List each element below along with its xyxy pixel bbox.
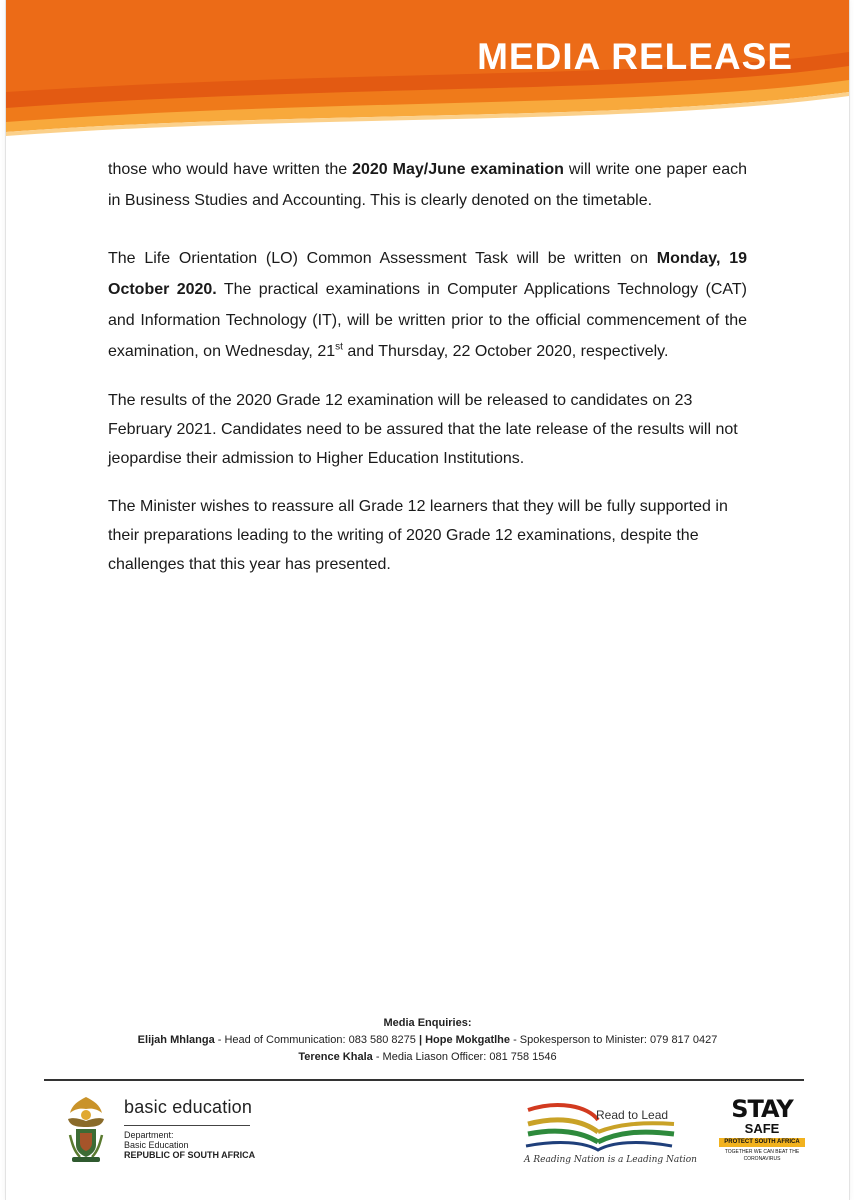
coat-of-arms-icon	[64, 1095, 108, 1163]
contact-role: - Spokesperson to Minister: 079 817 0427	[510, 1034, 718, 1046]
paragraph-minister-message: The Minister wishes to reassure all Grade 12 learners that they will be fully supported in their preparations leading to the writing of 2020 Grade 12 examinations, despite the challenges that this year has presented.	[108, 498, 728, 573]
dbe-subtitle-line: Basic Education	[124, 1140, 189, 1150]
contact-line-2	[6, 1049, 849, 1066]
stay-safe-slogan: TOGETHER WE CAN BEAT THE CORONAVIRUS	[724, 1149, 800, 1162]
dbe-subtitle-line: REPUBLIC OF SOUTH AFRICA	[124, 1150, 256, 1160]
read-to-lead-logo	[518, 1098, 697, 1170]
dbe-underline	[124, 1125, 250, 1126]
contact-name: Terence Khala	[298, 1051, 373, 1063]
stay-safe-logo	[712, 1096, 812, 1170]
footer-divider	[44, 1079, 804, 1081]
media-enquiries	[6, 1015, 849, 1066]
paragraph-text: The practical examinations in Computer Applications Technology (CAT) and Information Technology (IT), will be written prior to the official commencement of the examination, on Wednesday, 21	[108, 281, 747, 360]
paragraph-text: and Thursday, 22 October 2020, respectively.	[342, 343, 669, 360]
contact-role: - Media Liason Officer: 081 758 1546	[372, 1051, 557, 1063]
enquiries-title: Media Enquiries:	[383, 1017, 472, 1029]
paragraph-lo-task	[108, 243, 747, 367]
media-release-title: MEDIA RELEASE	[477, 36, 793, 77]
separator: |	[418, 1034, 423, 1046]
ordinal-superscript: st	[335, 341, 343, 353]
bold-text: 2020 May/June examination	[352, 161, 564, 178]
paragraph-text: will write one paper each in Business Studies and Accounting. This is clearly denoted on the timetable.	[108, 161, 748, 209]
safe-text: SAFE	[744, 1121, 780, 1136]
release-body	[108, 154, 747, 598]
paragraph-text: The Life Orientation (LO) Common Assessment Task will be written on	[108, 250, 657, 267]
paragraph-text: those who would have written the	[108, 161, 353, 178]
header-banner	[6, 0, 849, 150]
dbe-logo	[64, 1093, 314, 1168]
dbe-subtitle	[124, 1130, 255, 1160]
paragraph-exam-papers	[108, 154, 747, 216]
contact-line-1	[6, 1032, 849, 1049]
dbe-name: basic education	[124, 1097, 253, 1117]
stay-text: STAY	[731, 1095, 793, 1123]
contact-role: - Head of Communication: 083 580 8275	[214, 1034, 419, 1046]
protect-south-africa-banner: PROTECT SOUTH AFRICA	[719, 1138, 805, 1147]
document-page	[6, 0, 849, 1200]
open-book-icon	[518, 1098, 678, 1154]
read-to-lead-title: Read to Lead	[596, 1108, 669, 1122]
paragraph-results-release: The results of the 2020 Grade 12 examination will be released to candidates on 23 February 2021. Candidates need to be assured that the late release of the results will not jeopardise their admission to Higher Education Institutions.	[108, 392, 738, 467]
contact-name: Elijah Mhlanga	[137, 1034, 215, 1046]
bold-date: Monday, 19 October 2020.	[108, 250, 747, 298]
read-to-lead-tagline: A Reading Nation is a Leading Nation	[524, 1155, 697, 1165]
dbe-subtitle-line: Department:	[124, 1130, 174, 1140]
contact-name: Hope Mokgatlhe	[422, 1034, 511, 1046]
